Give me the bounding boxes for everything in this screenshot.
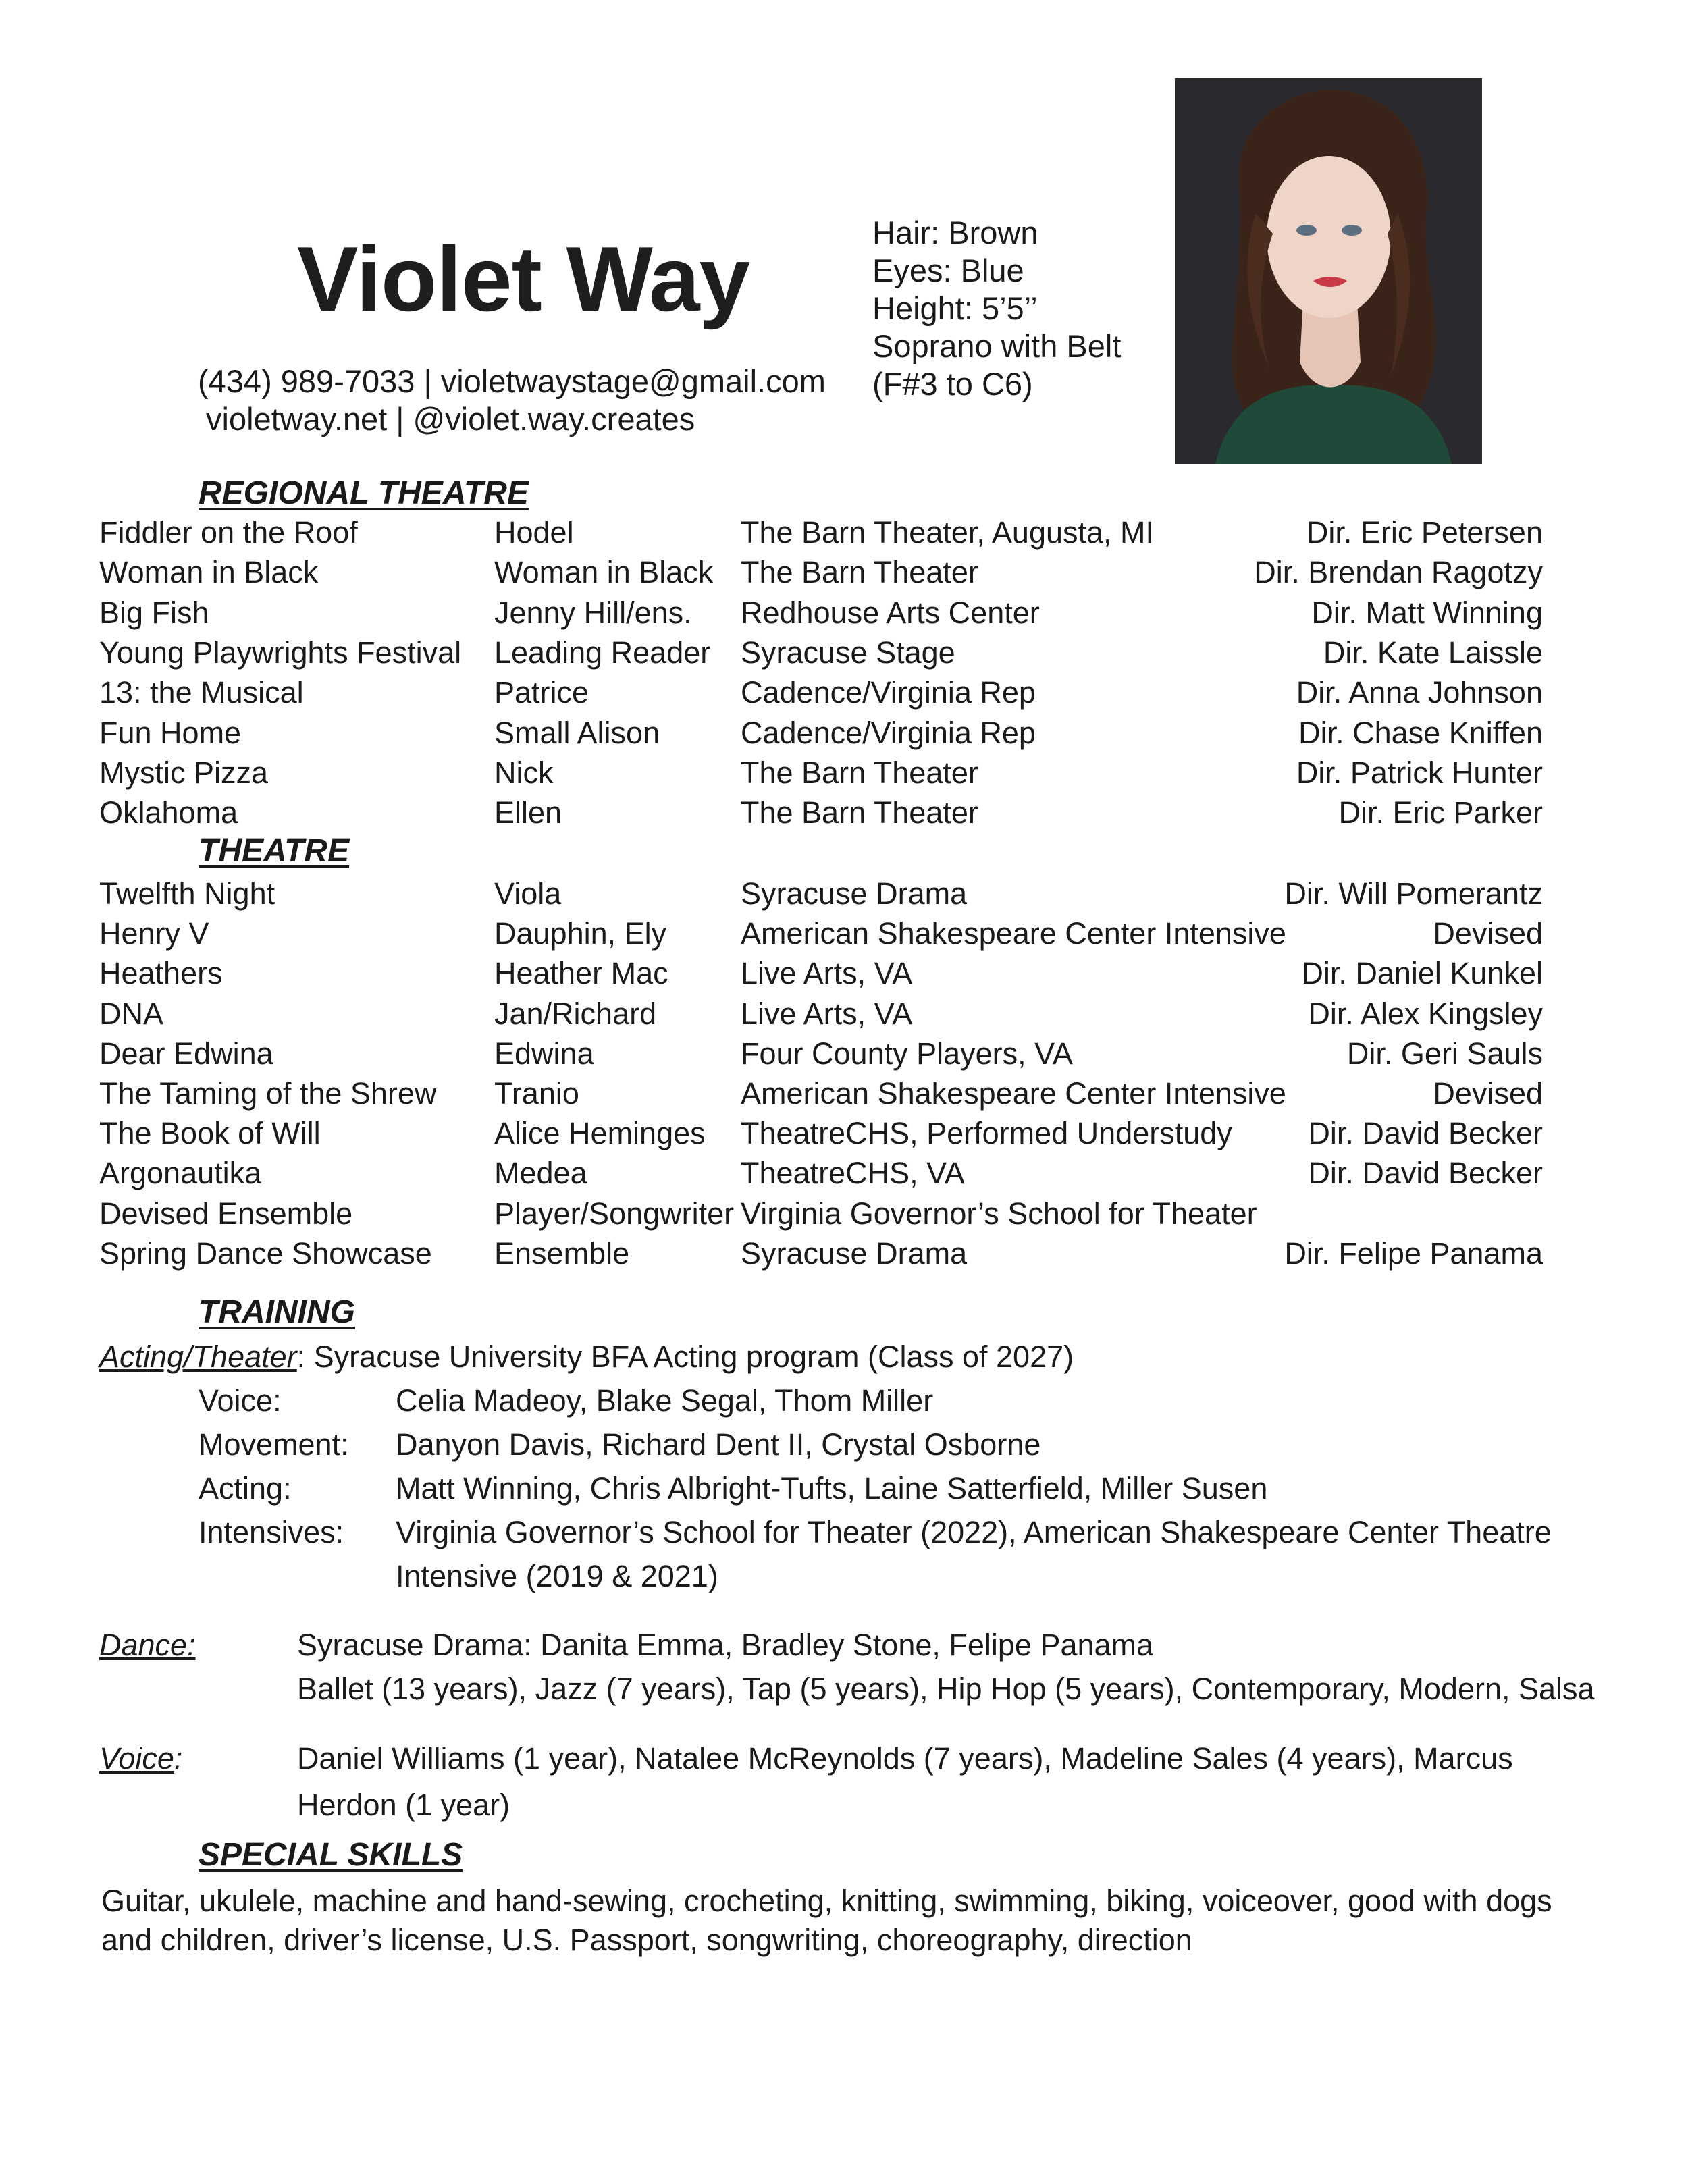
credit-director: Devised	[1433, 1076, 1543, 1111]
credit-show: Heathers	[99, 956, 223, 991]
training-category-text: Intensive (2019 & 2021)	[396, 1559, 718, 1593]
credit-role: Ensemble	[494, 1235, 630, 1271]
credit-venue: Four County Players, VA	[741, 1036, 1073, 1071]
training-acting-label: Acting/Theater	[99, 1339, 297, 1374]
credit-show: Oklahoma	[99, 795, 238, 830]
voice-label-text: Voice	[99, 1741, 174, 1776]
credit-director: Dir. Chase Kniffen	[1298, 715, 1543, 750]
credit-show: Twelfth Night	[99, 876, 275, 911]
section-heading-training: TRAINING	[199, 1294, 355, 1330]
training-category-label: Movement:	[199, 1427, 349, 1462]
credit-role: Viola	[494, 876, 562, 911]
credit-role: Player/Songwriter	[494, 1196, 735, 1231]
credit-role: Jan/Richard	[494, 996, 657, 1031]
credit-director: Dir. Kate Laissle	[1323, 635, 1543, 670]
contact-web-social: violetway.net | @violet.way.creates	[206, 401, 695, 437]
credit-role: Leading Reader	[494, 635, 711, 670]
credit-role: Dauphin, Ely	[494, 916, 667, 951]
credit-director: Dir. Anna Johnson	[1296, 675, 1543, 710]
dance-label-text: Dance:	[99, 1628, 196, 1662]
training-dance-label	[99, 1628, 196, 1663]
credit-venue: Syracuse Stage	[741, 635, 955, 670]
section-heading-theatre: THEATRE	[199, 833, 350, 869]
credit-venue: Virginia Governor’s School for Theater	[741, 1196, 1257, 1231]
attr-height: Height: 5’5’’	[872, 290, 1038, 326]
training-category-text: Danyon Davis, Richard Dent II, Crystal Osborne	[396, 1427, 1041, 1462]
training-category-text: Matt Winning, Chris Albright-Tufts, Laine Satterfield, Miller Susen	[396, 1471, 1268, 1506]
training-category-text: Virginia Governor’s School for Theater (2022), American Shakespeare Center Theatre	[396, 1515, 1552, 1549]
credit-role: Hodel	[494, 515, 574, 550]
credit-show: Mystic Pizza	[99, 755, 269, 790]
attr-hair: Hair: Brown	[872, 215, 1038, 250]
credit-role: Small Alison	[494, 715, 660, 750]
credit-director: Dir. Will Pomerantz	[1284, 876, 1543, 911]
credit-role: Edwina	[494, 1036, 594, 1071]
credit-show: Fun Home	[99, 715, 242, 750]
training-acting-line	[99, 1339, 1074, 1375]
credit-show: Fiddler on the Roof	[99, 515, 358, 550]
attr-eyes: Eyes: Blue	[872, 252, 1024, 288]
credit-show: Devised Ensemble	[99, 1196, 353, 1231]
credit-director: Dir. Daniel Kunkel	[1301, 956, 1543, 991]
training-acting-text: : Syracuse University BFA Acting program (Class of 2027)	[296, 1339, 1074, 1374]
attr-range: (F#3 to C6)	[872, 366, 1033, 402]
credit-show: Spring Dance Showcase	[99, 1235, 432, 1271]
section-heading-regional: REGIONAL THEATRE	[199, 475, 529, 511]
credit-role: Patrice	[494, 675, 589, 710]
credit-venue: Live Arts, VA	[741, 956, 913, 991]
credit-role: Nick	[494, 755, 554, 790]
credit-venue: American Shakespeare Center Intensive	[741, 1076, 1286, 1111]
training-category-text: Celia Madeoy, Blake Segal, Thom Miller	[396, 1383, 934, 1418]
credit-director: Dir. David Becker	[1308, 1156, 1543, 1191]
credit-venue: Syracuse Drama	[741, 876, 968, 911]
skills-line: Guitar, ukulele, machine and hand-sewing, crocheting, knitting, swimming, biking, voiceover, good with dogs	[101, 1884, 1552, 1918]
credit-show: Henry V	[99, 916, 209, 951]
training-voice-label	[99, 1741, 182, 1776]
skills-line: and children, driver’s license, U.S. Passport, songwriting, choreography, direction	[101, 1923, 1192, 1957]
credit-venue: Redhouse Arts Center	[741, 595, 1040, 630]
credit-role: Jenny Hill/ens.	[494, 595, 692, 630]
dance-line: Ballet (13 years), Jazz (7 years), Tap (5 years), Hip Hop (5 years), Contemporary, Modern, Salsa	[297, 1672, 1595, 1706]
credit-venue: Syracuse Drama	[741, 1235, 968, 1271]
contact-phone-email: (434) 989-7033 | violetwaystage@gmail.com	[198, 363, 826, 399]
credit-venue: Live Arts, VA	[741, 996, 913, 1031]
credit-role: Woman in Black	[494, 555, 714, 590]
credit-show: Woman in Black	[99, 555, 319, 590]
training-category-label: Acting:	[199, 1471, 292, 1506]
voice-label-colon: :	[174, 1741, 183, 1776]
credit-director: Dir. Patrick Hunter	[1296, 755, 1543, 790]
credit-role: Heather Mac	[494, 956, 668, 991]
credit-venue: American Shakespeare Center Intensive	[741, 916, 1286, 951]
credit-show: The Book of Will	[99, 1116, 321, 1151]
credit-director: Dir. Matt Winning	[1311, 595, 1543, 630]
credit-venue: Cadence/Virginia Rep	[741, 675, 1036, 710]
dance-line: Syracuse Drama: Danita Emma, Bradley Stone, Felipe Panama	[297, 1628, 1154, 1662]
credit-show: Big Fish	[99, 595, 209, 630]
credit-venue: The Barn Theater	[741, 555, 978, 590]
credit-venue: TheatreCHS, Performed Understudy	[741, 1116, 1232, 1151]
credit-director: Dir. Brendan Ragotzy	[1254, 555, 1543, 590]
credit-venue: TheatreCHS, VA	[741, 1156, 965, 1191]
credit-role: Alice Heminges	[494, 1116, 706, 1151]
credit-role: Medea	[494, 1156, 587, 1191]
training-category-label: Voice:	[199, 1383, 282, 1418]
credit-venue: The Barn Theater, Augusta, MI	[741, 515, 1155, 550]
credit-director: Dir. Eric Petersen	[1306, 515, 1543, 550]
credit-director: Devised	[1433, 916, 1543, 951]
credit-director: Dir. Geri Sauls	[1346, 1036, 1543, 1071]
credit-venue: Cadence/Virginia Rep	[741, 715, 1036, 750]
voice-line: Daniel Williams (1 year), Natalee McReynolds (7 years), Madeline Sales (4 years), Marcus	[297, 1741, 1513, 1776]
section-heading-skills: SPECIAL SKILLS	[199, 1837, 463, 1873]
credit-show: Dear Edwina	[99, 1036, 273, 1071]
headshot-photo	[1175, 78, 1482, 464]
credit-venue: The Barn Theater	[741, 795, 978, 830]
training-category-label: Intensives:	[199, 1515, 344, 1549]
credit-show: DNA	[99, 996, 164, 1031]
credit-show: Young Playwrights Festival	[99, 635, 462, 670]
credit-show: 13: the Musical	[99, 675, 304, 710]
credit-director: Dir. Eric Parker	[1338, 795, 1543, 830]
credit-show: Argonautika	[99, 1156, 262, 1191]
credit-venue: The Barn Theater	[741, 755, 978, 790]
credit-show: The Taming of the Shrew	[99, 1076, 437, 1111]
voice-line: Herdon (1 year)	[297, 1788, 510, 1822]
credit-role: Tranio	[494, 1076, 579, 1111]
credit-director: Dir. Alex Kingsley	[1308, 996, 1543, 1031]
name-title: Violet Way	[297, 228, 750, 330]
credit-director: Dir. Felipe Panama	[1284, 1235, 1543, 1271]
credit-role: Ellen	[494, 795, 562, 830]
attr-voice-type: Soprano with Belt	[872, 328, 1122, 364]
credit-director: Dir. David Becker	[1308, 1116, 1543, 1151]
